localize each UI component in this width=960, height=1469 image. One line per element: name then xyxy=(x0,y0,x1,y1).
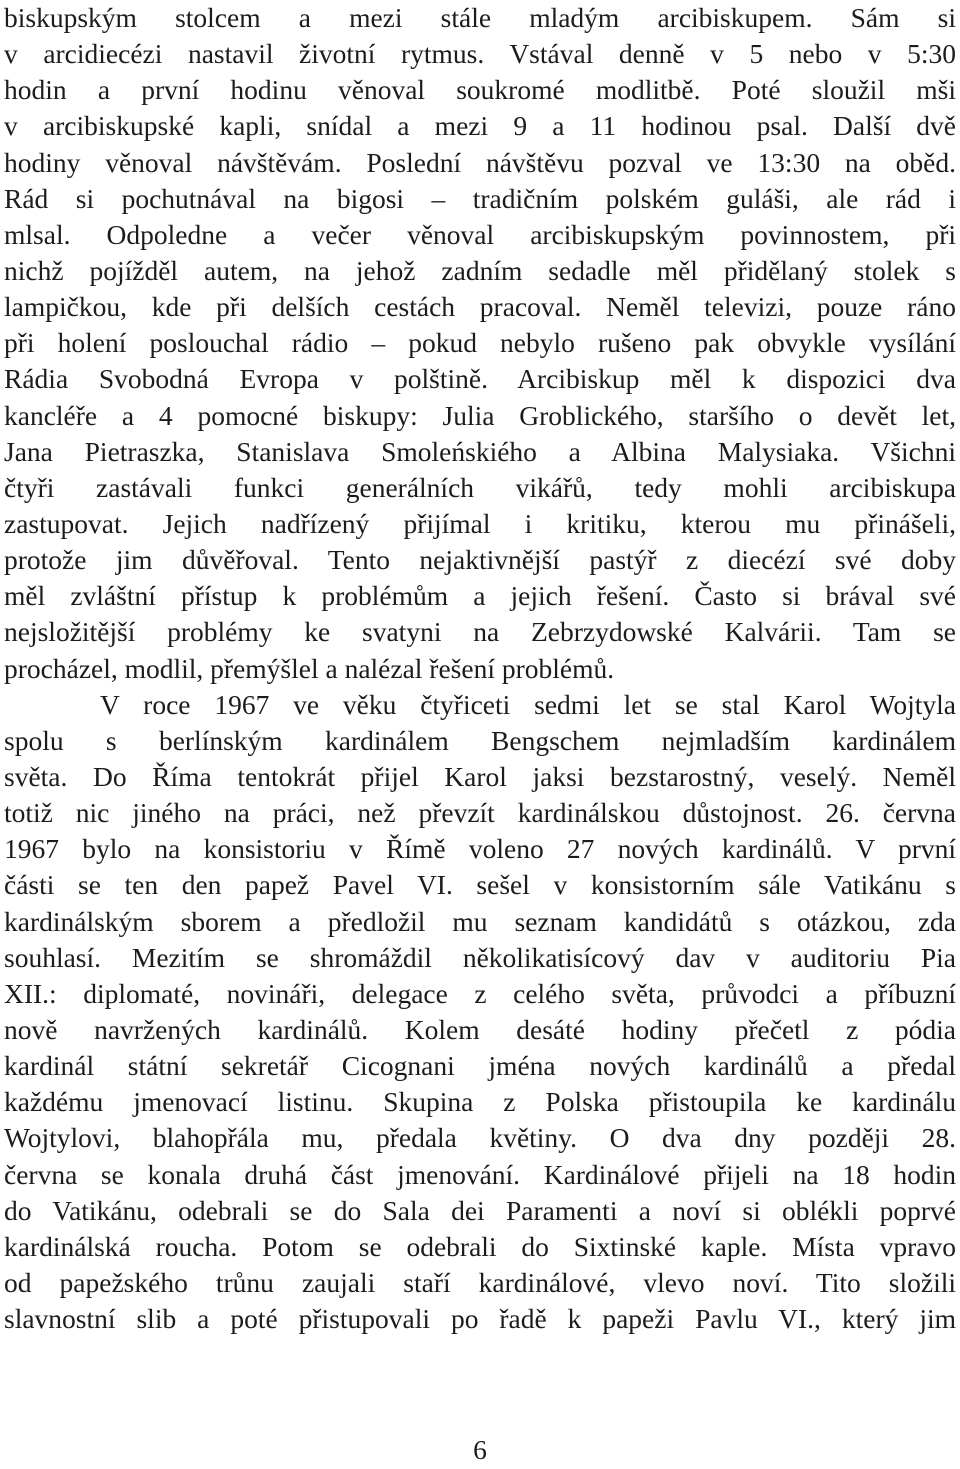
text-line: části se ten den papež Pavel VI. sešel v konsistorním sále Vatikánu s xyxy=(4,869,956,901)
text-line: čtyři zastávali funkci generálních vikářů, tedy mohli arcibiskupa xyxy=(4,471,956,503)
text-line: kardinálským sborem a předložil mu seznam kandidátů s otázkou, zda xyxy=(4,905,956,937)
text-line: června se konala druhá část jmenování. Kardinálové přijeli na 18 hodin xyxy=(4,1158,956,1190)
text-line: od papežského trůnu zaujali staří kardinálové, vlevo noví. Tito složili xyxy=(4,1266,956,1298)
text-line: při holení poslouchal rádio – pokud nebylo rušeno pak obvykle vysílání xyxy=(4,327,956,359)
text-line: nově navržených kardinálů. Kolem desáté hodiny přečetl z pódia xyxy=(4,1013,956,1045)
text-line: protože jim důvěřoval. Tento nejaktivnější pastýř z diecézí své doby xyxy=(4,544,956,576)
text-line: nejsložitější problémy ke svatyni na Zebrzydowské Kalvárii. Tam se xyxy=(4,616,956,648)
text-line: XII.: diplomaté, novináři, delegace z celého světa, průvodci a příbuzní xyxy=(4,977,956,1009)
body-text xyxy=(4,0,956,1337)
text-line: kardinálská roucha. Potom se odebrali do Sixtinské kaple. Místa vpravo xyxy=(4,1230,956,1262)
text-line: měl zvláštní přístup k problémům a jejich řešení. Často si brával své xyxy=(4,580,956,612)
text-line: světa. Do Říma tentokrát přijel Karol jaksi bezstarostný, veselý. Neměl xyxy=(4,760,956,792)
paragraph-start-line: V roce 1967 ve věku čtyřiceti sedmi let se stal Karol Wojtyla xyxy=(100,688,956,720)
paragraph-end-line: procházel, modlil, přemýšlel a nalézal řešení problémů. xyxy=(4,652,615,684)
text-line: hodin a první hodinu věnoval soukromé modlitbě. Poté sloužil mši xyxy=(4,74,956,106)
text-line: biskupským stolcem a mezi stále mladým arcibiskupem. Sám si xyxy=(4,2,956,33)
text-line: každému jmenovací listinu. Skupina z Polska přistoupila ke kardinálu xyxy=(4,1086,956,1118)
text-line: spolu s berlínským kardinálem Bengschem nejmladším kardinálem xyxy=(4,724,956,756)
text-line: Wojtylovi, blahopřála mu, předala květiny. O dva dny později 28. xyxy=(4,1122,956,1154)
text-line: nichž pojížděl autem, na jehož zadním sedadle měl přidělaný stolek s xyxy=(4,254,956,286)
text-line: souhlasí. Mezitím se shromáždil několikatisícový dav v auditoriu Pia xyxy=(4,941,956,973)
text-line: zastupovat. Jejich nadřízený přijímal i kritiku, kterou mu přinášeli, xyxy=(4,507,956,539)
text-line: slavnostní slib a poté přistupovali po řadě k papeži Pavlu VI., který jim xyxy=(4,1303,956,1335)
text-line: totiž nic jiného na práci, než převzít kardinálskou důstojnost. 26. června xyxy=(4,797,956,829)
text-line: 1967 bylo na konsistoriu v Římě voleno 27 nových kardinálů. V první xyxy=(4,833,956,865)
text-line: mlsal. Odpoledne a večer věnoval arcibiskupským povinnostem, při xyxy=(4,218,956,250)
text-line: v arcibiskupské kapli, snídal a mezi 9 a 11 hodinou psal. Další dvě xyxy=(4,110,956,142)
text-line: hodiny věnoval návštěvám. Poslední návštěvu pozval ve 13:30 na oběd. xyxy=(4,146,956,178)
text-line: kancléře a 4 pomocné biskupy: Julia Groblického, staršího o devět let, xyxy=(4,399,956,431)
text-line: Rádia Svobodná Evropa v polštině. Arcibiskup měl k dispozici dva xyxy=(4,363,956,395)
text-line: kardinál státní sekretář Cicognani jména nových kardinálů a předal xyxy=(4,1050,956,1082)
text-line: lampičkou, kde při delších cestách pracoval. Neměl televizi, pouze ráno xyxy=(4,291,956,323)
text-line: Rád si pochutnával na bigosi – tradičním polském guláši, ale rád i xyxy=(4,182,956,214)
text-line: do Vatikánu, odebrali se do Sala dei Paramenti a noví si oblékli poprvé xyxy=(4,1194,956,1226)
text-line: v arcidiecézi nastavil životní rytmus. Vstával denně v 5 nebo v 5:30 xyxy=(4,38,956,70)
page-number: 6 xyxy=(473,1434,487,1465)
text-line: Jana Pietraszka, Stanislava Smoleńskiého a Albina Malysiaka. Všichni xyxy=(4,435,956,467)
